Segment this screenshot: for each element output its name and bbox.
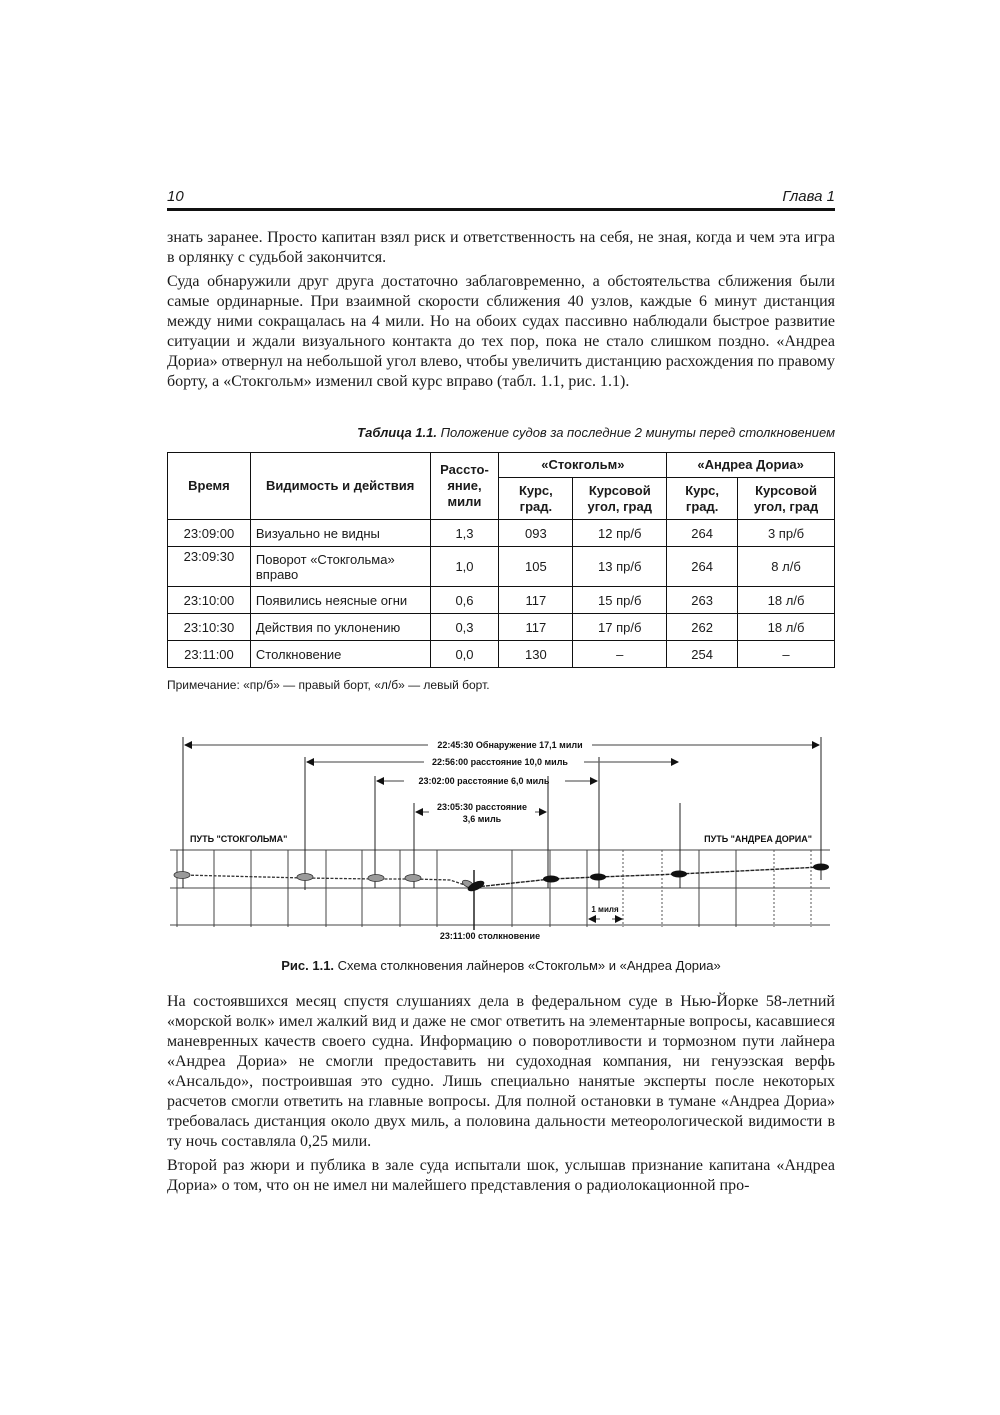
figure-caption [167, 958, 835, 973]
header-st-course: Курс, град. [499, 478, 573, 520]
cell-st-course: 093 [499, 520, 573, 547]
label-distance-36-line2: 3,6 миль [462, 814, 502, 824]
table-row [168, 614, 835, 641]
cell-st-bearing: 12 пр/б [573, 520, 667, 547]
cell-action: Действия по уклонению [250, 614, 430, 641]
cell-st-bearing: 13 пр/б [573, 547, 667, 587]
figure-caption-label: Рис. 1.1. [281, 958, 335, 973]
label-doria-path: ПУТЬ "АНДРЕА ДОРИА" [704, 834, 812, 844]
header-time: Время [168, 453, 251, 520]
table-row [168, 641, 835, 668]
label-distance-36-line1: 23:05:30 расстояние [437, 802, 527, 812]
page-number: 10 [167, 188, 184, 205]
header-ad-course: Курс, град. [667, 478, 738, 520]
cell-ad-course: 264 [667, 547, 738, 587]
cell-ad-bearing: 8 л/б [738, 547, 835, 587]
header-st-bearing: Курсовой угол, град [573, 478, 667, 520]
cell-ad-course: 262 [667, 614, 738, 641]
cell-st-bearing: 17 пр/б [573, 614, 667, 641]
cell-st-course: 130 [499, 641, 573, 668]
paragraph-4: Второй раз жюри и публика в зале суда испытали шок, услышав признание капитана «Андреа Дориа» о том, что он не имел ни малейшего представления о радиолокационной про- [167, 1157, 835, 1194]
doria-track [476, 867, 821, 887]
distance-arrows [185, 745, 819, 919]
doria-ship-icons [466, 864, 829, 894]
stockholm-track [182, 875, 468, 886]
cell-ad-course: 264 [667, 520, 738, 547]
paragraph-2: Суда обнаружили друг друга достаточно заблаговременно, а обстоятельства сближения были самые ординарные. При взаимной скорости сближения 40 узлов, каждые 6 минут дистанция между ними сокращалась на 4 мили. Но на обоих судах пассивно наблюдали быстрое развитие ситуации и ждали визуального контакта до тех пор, пока не стало слишком поздно. «Андреа Дориа» отвернул на небольшой угол влево, чтобы увеличить дистанцию расхождения по правому борту, а «Стокгольм» изменил свой курс вправо (табл. 1.1, рис. 1.1). [167, 273, 835, 390]
cell-action: Столкновение [250, 641, 430, 668]
table-row [168, 520, 835, 547]
cell-ad-bearing: 18 л/б [738, 587, 835, 614]
cell-time: 23:09:30 [168, 547, 251, 587]
paragraph-1: знать заранее. Просто капитан взял риск и ответственность на себя, не зная, когда и чем эта игра в орлянку с судьбой закончится. [167, 229, 835, 266]
collision-diagram [160, 725, 850, 945]
cell-st-bearing: – [573, 641, 667, 668]
grid-horizontal [170, 850, 830, 925]
cell-ad-bearing: 3 пр/б [738, 520, 835, 547]
cell-st-course: 117 [499, 614, 573, 641]
cell-distance: 0,0 [430, 641, 499, 668]
cell-distance: 1,3 [430, 520, 499, 547]
table-caption [167, 425, 835, 440]
page-header [167, 188, 835, 211]
cell-ad-bearing: – [738, 641, 835, 668]
cell-time: 23:10:00 [168, 587, 251, 614]
table-caption-label: Таблица 1.1. [357, 425, 437, 440]
paragraph-3: На состоявшихся месяц спустя слушаниях дела в федеральном суде в Нью-Йорке 58-летний «морской волк» имел жалкий вид и даже не смог ответить на элементарные вопросы, касавшиеся маневренных качеств своего судна. Информацию о поворотливости и тормозном пути лайнера «Андреа Дориа» не смогли предоставить ни судоходная компания, ни генуэзская верфь «Ансальдо», построившая это судно. Лишь специально нанятые эксперты после некоторых расчетов смогли ответить на главные вопросы. Для полной остановки в тумане «Андреа Дориа» требовалась дистанция около двух миль, а половина дальности метеорологической видимости в ту ночь составляла 0,25 мили. [167, 993, 835, 1150]
stockholm-ship-icons [174, 872, 475, 890]
cell-st-course: 105 [499, 547, 573, 587]
cell-distance: 1,0 [430, 547, 499, 587]
header-action: Видимость и действия [250, 453, 430, 520]
header-distance: Рассто-яние, мили [430, 453, 499, 520]
label-detection: 22:45:30 Обнаружение 17,1 мили [437, 740, 583, 750]
cell-time: 23:11:00 [168, 641, 251, 668]
label-stockholm-path: ПУТЬ "СТОКГОЛЬМА" [190, 834, 288, 844]
cell-distance: 0,6 [430, 587, 499, 614]
cell-ad-bearing: 18 л/б [738, 614, 835, 641]
cell-action: Визуально не видны [250, 520, 430, 547]
header-ad-bearing: Курсовой угол, град [738, 478, 835, 520]
cell-ad-course: 254 [667, 641, 738, 668]
cell-ad-course: 263 [667, 587, 738, 614]
cell-st-bearing: 15 пр/б [573, 587, 667, 614]
table-caption-text: Положение судов за последние 2 минуты перед столкновением [437, 425, 835, 440]
label-collision: 23:11:00 столкновение [439, 931, 541, 941]
chapter-title: Глава 1 [782, 188, 835, 205]
header-doria: «Андреа Дориа» [667, 453, 835, 478]
figure-caption-text: Схема столкновения лайнеров «Стокгольм» и «Андреа Дориа» [334, 958, 721, 973]
ship-position-table [167, 452, 835, 668]
table-row [168, 587, 835, 614]
label-distance-10: 22:56:00 расстояние 10,0 миль [432, 757, 568, 767]
cell-distance: 0,3 [430, 614, 499, 641]
cell-time: 23:10:30 [168, 614, 251, 641]
cell-action: Появились неясные огни [250, 587, 430, 614]
cell-time: 23:09:00 [168, 520, 251, 547]
header-stockholm: «Стокгольм» [499, 453, 667, 478]
label-scale: 1 миля [591, 905, 619, 914]
table-note: Примечание: «пр/б» — правый борт, «л/б» — левый борт. [167, 678, 490, 692]
label-distance-6: 23:02:00 расстояние 6,0 миль [418, 776, 550, 786]
cell-st-course: 117 [499, 587, 573, 614]
table-row [168, 547, 835, 587]
cell-action: Поворот «Стокгольма» вправо [250, 547, 430, 587]
